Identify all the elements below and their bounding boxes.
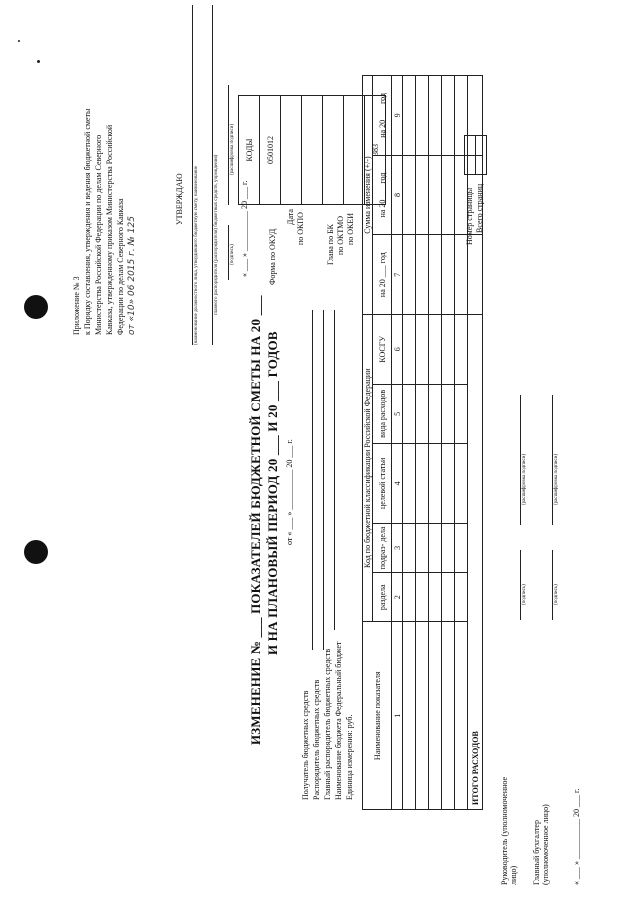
approve-caption: (наименование должностного лица, утвердившего бюджетную смету, наименование (194, 165, 199, 345)
approve-line (212, 5, 213, 345)
header-year2: на 20 ___ год (373, 155, 392, 235)
budget-name: Наименование бюджета Федеральный бюджет (334, 641, 343, 800)
header-name: Наименование показателя (363, 622, 392, 810)
approve-sign-caption: (подпись) (230, 244, 235, 265)
table-row (429, 76, 442, 810)
table-row (455, 76, 468, 810)
accountant-sign-line (552, 550, 553, 620)
col-number: 1 (392, 622, 403, 810)
approve-sign-line (228, 225, 229, 280)
appendix-date-number: от «10» 06 2015 г. № 125 (127, 216, 137, 335)
appendix-line: Приложение № 3 (72, 276, 81, 335)
chief-distributor-label: Главный распорядитель бюджетных средств (323, 648, 332, 800)
table-row (403, 76, 416, 810)
head-decode-caption: (расшифровка подписи) (522, 453, 527, 505)
pages-table (464, 135, 487, 175)
head-sign-line (520, 550, 521, 620)
distributor-line (323, 310, 324, 650)
col-number: 7 (392, 235, 403, 315)
document-date: от « ___ » __________ 20 ___ г. (285, 439, 294, 545)
head-sign-caption: (подпись) (522, 584, 527, 605)
col-number: 9 (392, 76, 403, 156)
header-year1: на 20 ___ год (373, 235, 392, 315)
pages-total-label: Всего страниц (475, 183, 484, 233)
col-number: 8 (392, 155, 403, 235)
document-title: ИЗМЕНЕНИЕ № ___ ПОКАЗАТЕЛЕЙ БЮДЖЕТНОЙ СМЕТЫ НА 20 ___ (248, 295, 263, 745)
page-number-label: Номер страницы (465, 187, 474, 245)
okpo-value (302, 96, 323, 205)
table-row (416, 76, 429, 810)
accountant-label: Главный бухгалтер (уполномоченное лицо) (532, 804, 550, 885)
accountant-decode-line (552, 395, 553, 525)
approve-date: « ___ » __________ 20 ___ г. (240, 180, 249, 277)
col-number: 4 (392, 444, 403, 524)
appendix-line: Кавказа, утвержденному приказом Министерства Российской (105, 124, 114, 335)
header-subsection: подраз- дела (373, 523, 392, 572)
approve-caption: главного распорядителя (распорядителя) бюджетных средств, учреждения) (214, 154, 219, 315)
bk-value (323, 96, 344, 205)
okud-value: 0501012 (260, 96, 281, 205)
chief-distributor-line (334, 310, 335, 630)
header-section: раздела (373, 573, 392, 622)
head-decode-line (520, 395, 521, 525)
document-title-period: И НА ПЛАНОВЫЙ ПЕРИОД 20 ___ И 20 ___ ГОДОВ (265, 331, 280, 655)
appendix-line: Министерства Российской Федерации по делам Северного (94, 134, 103, 335)
col-number: 6 (392, 315, 403, 385)
okud-label: Форма по ОКУД (268, 228, 277, 285)
okei-label: по ОКЕИ (346, 212, 355, 245)
col-number: 3 (392, 523, 403, 572)
recipient-line (312, 310, 313, 650)
head-label: Руководитель (уполномоченное лицо) (500, 776, 518, 885)
codes-header: КОДЫ (239, 96, 260, 205)
unit-label: Единица измерения: руб. (345, 714, 354, 800)
appendix-line: Федерации по делам Северного Кавказа (116, 198, 125, 335)
table-row-numbers (392, 76, 403, 810)
approve-decode-caption: (расшифровка подписи) (230, 123, 235, 175)
approve-line (192, 5, 193, 345)
pages-total-value (476, 136, 487, 175)
okei-value: 383 (365, 96, 386, 205)
total-label: ИТОГО РАСХОДОВ (468, 315, 483, 810)
main-table (362, 75, 483, 810)
accountant-decode-caption: (расшифровка подписи) (554, 453, 559, 505)
date-value (281, 96, 302, 205)
recipient-label: Получатель бюджетных средств (301, 690, 310, 800)
header-target: целевой статьи (373, 444, 392, 524)
approve-decode-line (228, 85, 229, 205)
okpo-label: по ОКПО (296, 212, 305, 245)
header-year3: на 20 ___ год (373, 76, 392, 156)
header-code-group: Код по бюджетной классификации Российской Федерации (363, 315, 373, 622)
distributor-label: Распорядитель бюджетных средств (312, 679, 321, 800)
date-label: Дата (286, 209, 295, 225)
header-expense: вида расходов (373, 384, 392, 443)
header-kosgu: КОСГУ (373, 315, 392, 385)
oktmo-label: по ОКТМО (336, 215, 345, 255)
page-number-value (465, 136, 476, 175)
signature-date: « ___ » __________ 20 ___ г. (572, 788, 581, 885)
approve-label: УТВЕРЖДАЮ (175, 173, 184, 225)
col-number: 5 (392, 384, 403, 443)
header-sum-group: Сумма изменения (+/-) (363, 76, 373, 315)
appendix-line: к Порядку составления, утверждения и ведения бюджетной сметы (83, 108, 92, 335)
accountant-sign-caption: (подпись) (554, 584, 559, 605)
table-row (442, 76, 455, 810)
col-number: 2 (392, 573, 403, 622)
bk-label: Глава по БК (326, 224, 335, 265)
